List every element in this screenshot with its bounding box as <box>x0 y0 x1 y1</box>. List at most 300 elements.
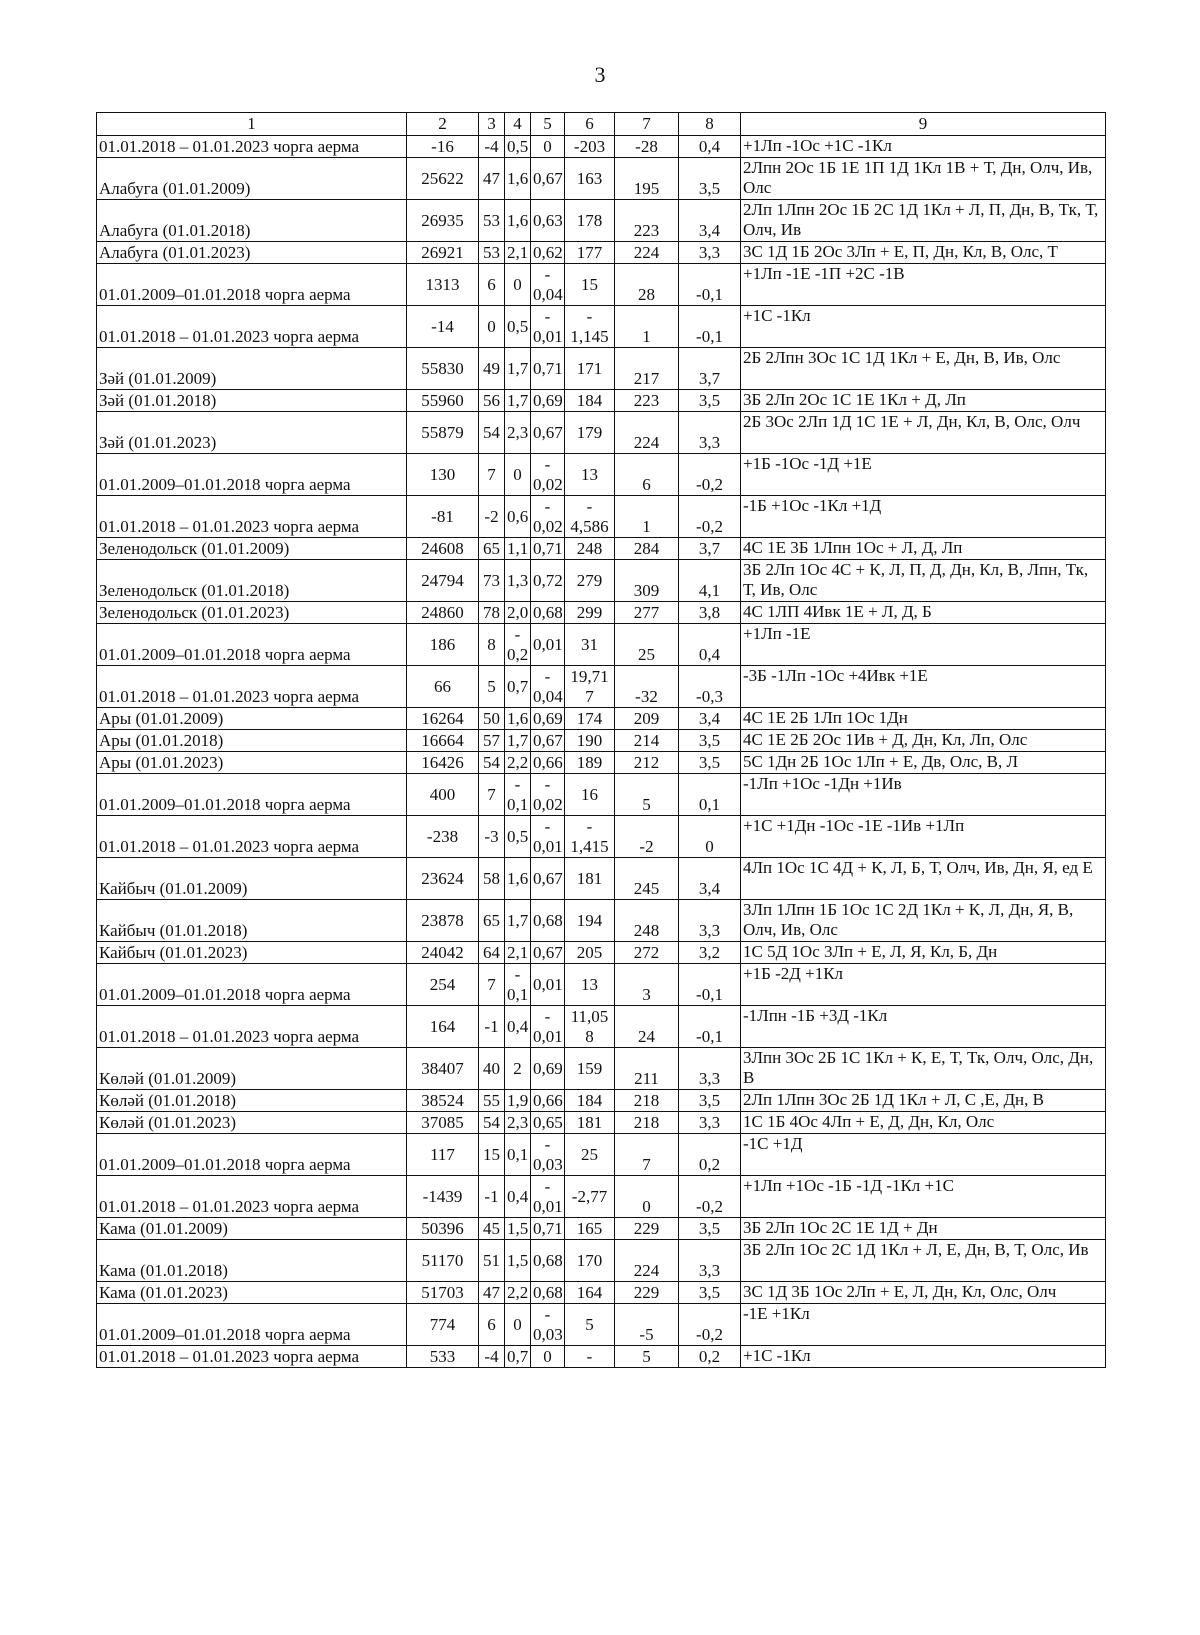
composition-cell: 4С 1Е 2Б 2Ос 1Ив + Д, Дн, Кл, Лп, Олс <box>741 730 1106 752</box>
value-cell: -0,2 <box>679 1304 741 1346</box>
table-row <box>97 624 1106 666</box>
value-cell: 178 <box>565 200 615 242</box>
table-row <box>97 1282 1106 1304</box>
value-cell: 211 <box>615 1048 679 1090</box>
value-cell: 0,5 <box>505 816 531 858</box>
value-cell: 0,71 <box>531 538 565 560</box>
value-cell: 15 <box>565 264 615 306</box>
value-cell: 37085 <box>407 1112 479 1134</box>
value-cell: 0,63 <box>531 200 565 242</box>
value-cell: - 0,03 <box>531 1134 565 1176</box>
value-cell: - 1,145 <box>565 306 615 348</box>
value-cell: 24860 <box>407 602 479 624</box>
value-cell: 117 <box>407 1134 479 1176</box>
row-label: Зәй (01.01.2009) <box>97 348 407 390</box>
value-cell: 0 <box>531 1346 565 1368</box>
row-label: 01.01.2009–01.01.2018 чорга аерма <box>97 454 407 496</box>
value-cell: 223 <box>615 390 679 412</box>
value-cell: 159 <box>565 1048 615 1090</box>
value-cell: 25 <box>615 624 679 666</box>
value-cell: 24794 <box>407 560 479 602</box>
value-cell: 54 <box>479 752 505 774</box>
value-cell: 0,5 <box>505 306 531 348</box>
row-label: 01.01.2018 – 01.01.2023 чорга аерма <box>97 496 407 538</box>
row-label: Кайбыч (01.01.2018) <box>97 900 407 942</box>
value-cell: 190 <box>565 730 615 752</box>
value-cell: 16664 <box>407 730 479 752</box>
value-cell: 65 <box>479 900 505 942</box>
row-label: 01.01.2018 – 01.01.2023 чорга аерма <box>97 1176 407 1218</box>
value-cell: - 0,01 <box>531 1176 565 1218</box>
header-cell: 6 <box>565 113 615 136</box>
table-header-row <box>97 113 1106 136</box>
value-cell: 1,9 <box>505 1090 531 1112</box>
table-row <box>97 602 1106 624</box>
table-row <box>97 708 1106 730</box>
value-cell: 50 <box>479 708 505 730</box>
row-label: Көләй (01.01.2018) <box>97 1090 407 1112</box>
value-cell: 53 <box>479 242 505 264</box>
value-cell: 277 <box>615 602 679 624</box>
value-cell: 13 <box>565 964 615 1006</box>
table-row <box>97 942 1106 964</box>
value-cell: - <box>565 1346 615 1368</box>
header-cell: 2 <box>407 113 479 136</box>
value-cell: 0,62 <box>531 242 565 264</box>
value-cell: 130 <box>407 454 479 496</box>
value-cell: -0,3 <box>679 666 741 708</box>
value-cell: 248 <box>615 900 679 942</box>
composition-cell: +1С +1Дн -1Ос -1Е -1Ив +1Лп <box>741 816 1106 858</box>
table-row <box>97 666 1106 708</box>
value-cell: - 0,04 <box>531 264 565 306</box>
value-cell: 55960 <box>407 390 479 412</box>
value-cell: 28 <box>615 264 679 306</box>
value-cell: 0,69 <box>531 708 565 730</box>
row-label: Ары (01.01.2023) <box>97 752 407 774</box>
row-label: Көләй (01.01.2009) <box>97 1048 407 1090</box>
composition-cell: 2Б 3Ос 2Лп 1Д 1С 1Е + Л, Дн, Кл, В, Олс, Олч <box>741 412 1106 454</box>
value-cell: 0,67 <box>531 858 565 900</box>
value-cell: 3,5 <box>679 730 741 752</box>
value-cell: - 0,04 <box>531 666 565 708</box>
value-cell: 3,2 <box>679 942 741 964</box>
value-cell: 26921 <box>407 242 479 264</box>
value-cell: 0,65 <box>531 1112 565 1134</box>
value-cell: 309 <box>615 560 679 602</box>
composition-cell: 2Лп 1Лпн 3Ос 2Б 1Д 1Кл + Л, С ,Е, Дн, В <box>741 1090 1106 1112</box>
table-row <box>97 774 1106 816</box>
value-cell: 400 <box>407 774 479 816</box>
value-cell: 0,67 <box>531 942 565 964</box>
value-cell: 3,3 <box>679 412 741 454</box>
value-cell: 57 <box>479 730 505 752</box>
value-cell: 533 <box>407 1346 479 1368</box>
value-cell: 16426 <box>407 752 479 774</box>
value-cell: 0,4 <box>679 136 741 158</box>
row-label: 01.01.2009–01.01.2018 чорга аерма <box>97 264 407 306</box>
value-cell: 65 <box>479 538 505 560</box>
row-label: Көләй (01.01.2023) <box>97 1112 407 1134</box>
value-cell: 218 <box>615 1112 679 1134</box>
value-cell: 45 <box>479 1218 505 1240</box>
value-cell: 0,2 <box>679 1346 741 1368</box>
value-cell: 1,6 <box>505 708 531 730</box>
composition-cell: 1С 1Б 4Ос 4Лп + Е, Д, Дн, Кл, Олс <box>741 1112 1106 1134</box>
value-cell: 0,1 <box>505 1134 531 1176</box>
value-cell: 248 <box>565 538 615 560</box>
composition-cell: 3Лп 1Лпн 1Б 1Ос 1С 2Д 1Кл + К, Л, Дн, Я, В, Олч, Ив, Олс <box>741 900 1106 942</box>
value-cell: -0,2 <box>679 496 741 538</box>
value-cell: - 0,01 <box>531 816 565 858</box>
value-cell: - 0,03 <box>531 1304 565 1346</box>
value-cell: 164 <box>407 1006 479 1048</box>
value-cell: 184 <box>565 390 615 412</box>
value-cell: 214 <box>615 730 679 752</box>
value-cell: -1 <box>479 1176 505 1218</box>
table-row <box>97 1240 1106 1282</box>
value-cell: -4 <box>479 136 505 158</box>
value-cell: -0,1 <box>679 306 741 348</box>
value-cell: 272 <box>615 942 679 964</box>
value-cell: 0 <box>505 1304 531 1346</box>
forest-data-table <box>96 112 1106 1368</box>
value-cell: 0,4 <box>679 624 741 666</box>
value-cell: 1,3 <box>505 560 531 602</box>
value-cell: 254 <box>407 964 479 1006</box>
table-row <box>97 858 1106 900</box>
row-label: 01.01.2009–01.01.2018 чорга аерма <box>97 1304 407 1346</box>
value-cell: 194 <box>565 900 615 942</box>
value-cell: 0 <box>479 306 505 348</box>
value-cell: 3,5 <box>679 1218 741 1240</box>
value-cell: 0,67 <box>531 412 565 454</box>
value-cell: 3,5 <box>679 1282 741 1304</box>
value-cell: 1,7 <box>505 348 531 390</box>
value-cell: 212 <box>615 752 679 774</box>
value-cell: 164 <box>565 1282 615 1304</box>
value-cell: 3,5 <box>679 752 741 774</box>
value-cell: -16 <box>407 136 479 158</box>
value-cell: 5 <box>615 774 679 816</box>
value-cell: 4,1 <box>679 560 741 602</box>
value-cell: -3 <box>479 816 505 858</box>
value-cell: 6 <box>479 1304 505 1346</box>
value-cell: 171 <box>565 348 615 390</box>
value-cell: 7 <box>479 964 505 1006</box>
row-label: 01.01.2018 – 01.01.2023 чорга аерма <box>97 666 407 708</box>
value-cell: 66 <box>407 666 479 708</box>
value-cell: 1,6 <box>505 858 531 900</box>
composition-cell: 3Б 2Лп 1Ос 2С 1Е 1Д + Дн <box>741 1218 1106 1240</box>
table-row <box>97 136 1106 158</box>
value-cell: 0 <box>679 816 741 858</box>
table-row <box>97 306 1106 348</box>
row-label: Алабуга (01.01.2009) <box>97 158 407 200</box>
value-cell: 0,68 <box>531 602 565 624</box>
value-cell: 25 <box>565 1134 615 1176</box>
row-label: Алабуга (01.01.2018) <box>97 200 407 242</box>
value-cell: 279 <box>565 560 615 602</box>
composition-cell: 2Лп 1Лпн 2Ос 1Б 2С 1Д 1Кл + Л, П, Дн, В, Тк, Т, Олч, Ив <box>741 200 1106 242</box>
composition-cell: 4С 1Е 2Б 1Лп 1Ос 1Дн <box>741 708 1106 730</box>
value-cell: 47 <box>479 158 505 200</box>
value-cell: 50396 <box>407 1218 479 1240</box>
value-cell: 23624 <box>407 858 479 900</box>
table-row <box>97 730 1106 752</box>
value-cell: 223 <box>615 200 679 242</box>
value-cell: 218 <box>615 1090 679 1112</box>
value-cell: 51170 <box>407 1240 479 1282</box>
value-cell: 0,69 <box>531 390 565 412</box>
composition-cell: 5С 1Дн 2Б 1Ос 1Лп + Е, Дв, Олс, В, Л <box>741 752 1106 774</box>
table-row <box>97 1006 1106 1048</box>
row-label: 01.01.2009–01.01.2018 чорга аерма <box>97 774 407 816</box>
value-cell: 3,3 <box>679 1048 741 1090</box>
value-cell: 5 <box>565 1304 615 1346</box>
value-cell: 209 <box>615 708 679 730</box>
value-cell: 7 <box>479 454 505 496</box>
value-cell: 55879 <box>407 412 479 454</box>
value-cell: - 0,1 <box>505 964 531 1006</box>
value-cell: 181 <box>565 1112 615 1134</box>
composition-cell: +1Б -2Д +1Кл <box>741 964 1106 1006</box>
value-cell: 54 <box>479 1112 505 1134</box>
row-label: 01.01.2018 – 01.01.2023 чорга аерма <box>97 1346 407 1368</box>
table-row <box>97 1176 1106 1218</box>
value-cell: 1313 <box>407 264 479 306</box>
value-cell: 205 <box>565 942 615 964</box>
value-cell: 3,7 <box>679 538 741 560</box>
table-body <box>97 136 1106 1368</box>
value-cell: 0,69 <box>531 1048 565 1090</box>
row-label: Ары (01.01.2018) <box>97 730 407 752</box>
value-cell: 181 <box>565 858 615 900</box>
composition-cell: 3Б 2Лп 1Ос 4С + К, Л, П, Д, Дн, Кл, В, Лпн, Тк, Т, Ив, Олс <box>741 560 1106 602</box>
composition-cell: +1Лп -1Е -1П +2С -1В <box>741 264 1106 306</box>
value-cell: 3,5 <box>679 390 741 412</box>
value-cell: 24042 <box>407 942 479 964</box>
value-cell: -14 <box>407 306 479 348</box>
header-cell: 1 <box>97 113 407 136</box>
header-cell: 8 <box>679 113 741 136</box>
table-row <box>97 560 1106 602</box>
composition-cell: +1С -1Кл <box>741 1346 1106 1368</box>
composition-cell: +1Лп -1Ос +1С -1Кл <box>741 136 1106 158</box>
row-label: 01.01.2009–01.01.2018 чорга аерма <box>97 1134 407 1176</box>
value-cell: 0,01 <box>531 624 565 666</box>
value-cell: 774 <box>407 1304 479 1346</box>
value-cell: 16264 <box>407 708 479 730</box>
value-cell: 3,8 <box>679 602 741 624</box>
value-cell: 0,5 <box>505 136 531 158</box>
value-cell: 49 <box>479 348 505 390</box>
table-row <box>97 964 1106 1006</box>
value-cell: 16 <box>565 774 615 816</box>
table-row <box>97 200 1106 242</box>
value-cell: 2,3 <box>505 1112 531 1134</box>
header-cell: 3 <box>479 113 505 136</box>
value-cell: 1,1 <box>505 538 531 560</box>
composition-cell: 3Б 2Лп 1Ос 2С 1Д 1Кл + Л, Е, Дн, В, Т, Олс, Ив <box>741 1240 1106 1282</box>
table-row <box>97 1112 1106 1134</box>
row-label: 01.01.2018 – 01.01.2023 чорга аерма <box>97 816 407 858</box>
value-cell: 15 <box>479 1134 505 1176</box>
value-cell: - 1,415 <box>565 816 615 858</box>
value-cell: -0,2 <box>679 454 741 496</box>
table-row <box>97 1218 1106 1240</box>
value-cell: 284 <box>615 538 679 560</box>
value-cell: 2,2 <box>505 1282 531 1304</box>
composition-cell: -1Е +1Кл <box>741 1304 1106 1346</box>
composition-cell: 2Б 2Лпн 3Ос 1С 1Д 1Кл + Е, Дн, В, Ив, Олс <box>741 348 1106 390</box>
value-cell: 26935 <box>407 200 479 242</box>
table-row <box>97 1048 1106 1090</box>
value-cell: 24 <box>615 1006 679 1048</box>
value-cell: 3,3 <box>679 1240 741 1282</box>
composition-cell: +1Лп +1Ос -1Б -1Д -1Кл +1С <box>741 1176 1106 1218</box>
value-cell: 5 <box>479 666 505 708</box>
value-cell: 3,4 <box>679 708 741 730</box>
composition-cell: -3Б -1Лп -1Ос +4Ивк +1Е <box>741 666 1106 708</box>
header-cell: 5 <box>531 113 565 136</box>
value-cell: -0,1 <box>679 964 741 1006</box>
header-cell: 7 <box>615 113 679 136</box>
value-cell: 224 <box>615 1240 679 1282</box>
value-cell: 3,5 <box>679 158 741 200</box>
value-cell: 0,68 <box>531 900 565 942</box>
value-cell: 7 <box>615 1134 679 1176</box>
value-cell: 3,7 <box>679 348 741 390</box>
value-cell: 0,68 <box>531 1240 565 1282</box>
composition-cell: -1Лп +1Ос -1Дн +1Ив <box>741 774 1106 816</box>
row-label: 01.01.2009–01.01.2018 чорга аерма <box>97 624 407 666</box>
value-cell: - 0,2 <box>505 624 531 666</box>
value-cell: 224 <box>615 412 679 454</box>
table-row <box>97 900 1106 942</box>
composition-cell: 1С 5Д 1Ос 3Лп + Е, Л, Я, Кл, Б, Дн <box>741 942 1106 964</box>
value-cell: 229 <box>615 1218 679 1240</box>
composition-cell: 3Б 2Лп 2Ос 1С 1Е 1Кл + Д, Лп <box>741 390 1106 412</box>
value-cell: 38524 <box>407 1090 479 1112</box>
value-cell: 0,71 <box>531 1218 565 1240</box>
value-cell: 2,0 <box>505 602 531 624</box>
value-cell: 5 <box>615 1346 679 1368</box>
value-cell: 13 <box>565 454 615 496</box>
value-cell: 3,3 <box>679 1112 741 1134</box>
value-cell: 0,72 <box>531 560 565 602</box>
value-cell: -5 <box>615 1304 679 1346</box>
composition-cell: 4С 1Е 3Б 1Лпн 1Ос + Л, Д, Лп <box>741 538 1106 560</box>
row-label: Зеленодольск (01.01.2009) <box>97 538 407 560</box>
value-cell: -28 <box>615 136 679 158</box>
table-row <box>97 816 1106 858</box>
value-cell: 0 <box>615 1176 679 1218</box>
value-cell: 3,4 <box>679 200 741 242</box>
value-cell: 170 <box>565 1240 615 1282</box>
value-cell: 0,67 <box>531 158 565 200</box>
row-label: Зәй (01.01.2018) <box>97 390 407 412</box>
value-cell: 56 <box>479 390 505 412</box>
value-cell: -1 <box>479 1006 505 1048</box>
row-label: Ары (01.01.2009) <box>97 708 407 730</box>
value-cell: 0,4 <box>505 1006 531 1048</box>
value-cell: 163 <box>565 158 615 200</box>
value-cell: 1,6 <box>505 200 531 242</box>
composition-cell: +1Лп -1Е <box>741 624 1106 666</box>
row-label: 01.01.2018 – 01.01.2023 чорга аерма <box>97 306 407 348</box>
value-cell: 47 <box>479 1282 505 1304</box>
value-cell: 0,01 <box>531 964 565 1006</box>
value-cell: 55 <box>479 1090 505 1112</box>
composition-cell: 3С 1Д 3Б 1Ос 2Лп + Е, Л, Дн, Кл, Олс, Олч <box>741 1282 1106 1304</box>
value-cell: 0,67 <box>531 730 565 752</box>
row-label: 01.01.2009–01.01.2018 чорга аерма <box>97 964 407 1006</box>
value-cell: -0,1 <box>679 264 741 306</box>
value-cell: - 4,586 <box>565 496 615 538</box>
value-cell: 3 <box>615 964 679 1006</box>
table-row <box>97 412 1106 454</box>
value-cell: 179 <box>565 412 615 454</box>
value-cell: 6 <box>479 264 505 306</box>
value-cell: 38407 <box>407 1048 479 1090</box>
value-cell: 0,71 <box>531 348 565 390</box>
value-cell: -2 <box>479 496 505 538</box>
value-cell: 6 <box>615 454 679 496</box>
value-cell: 0,1 <box>679 774 741 816</box>
value-cell: 19,71 7 <box>565 666 615 708</box>
value-cell: 40 <box>479 1048 505 1090</box>
value-cell: 1,7 <box>505 730 531 752</box>
value-cell: 25622 <box>407 158 479 200</box>
value-cell: 224 <box>615 242 679 264</box>
value-cell: 299 <box>565 602 615 624</box>
table-row <box>97 752 1106 774</box>
value-cell: 0,4 <box>505 1176 531 1218</box>
value-cell: -0,2 <box>679 1176 741 1218</box>
header-cell: 4 <box>505 113 531 136</box>
value-cell: -4 <box>479 1346 505 1368</box>
value-cell: -1439 <box>407 1176 479 1218</box>
row-label: Зеленодольск (01.01.2018) <box>97 560 407 602</box>
value-cell: 51 <box>479 1240 505 1282</box>
row-label: 01.01.2018 – 01.01.2023 чорга аерма <box>97 1006 407 1048</box>
row-label: Зеленодольск (01.01.2023) <box>97 602 407 624</box>
value-cell: 0,66 <box>531 752 565 774</box>
value-cell: 24608 <box>407 538 479 560</box>
value-cell: 78 <box>479 602 505 624</box>
value-cell: - 0,01 <box>531 1006 565 1048</box>
value-cell: 0 <box>505 454 531 496</box>
value-cell: 53 <box>479 200 505 242</box>
value-cell: 2,1 <box>505 242 531 264</box>
value-cell: 245 <box>615 858 679 900</box>
row-label: Алабуга (01.01.2023) <box>97 242 407 264</box>
row-label: Кайбыч (01.01.2009) <box>97 858 407 900</box>
row-label: 01.01.2018 – 01.01.2023 чорга аерма <box>97 136 407 158</box>
table-row <box>97 496 1106 538</box>
value-cell: 0 <box>531 136 565 158</box>
value-cell: -32 <box>615 666 679 708</box>
value-cell: 73 <box>479 560 505 602</box>
value-cell: - 0,1 <box>505 774 531 816</box>
value-cell: 0,6 <box>505 496 531 538</box>
composition-cell: 4С 1ЛП 4Ивк 1Е + Л, Д, Б <box>741 602 1106 624</box>
value-cell: 2,3 <box>505 412 531 454</box>
value-cell: - 0,01 <box>531 306 565 348</box>
value-cell: 1,7 <box>505 900 531 942</box>
value-cell: 1,5 <box>505 1218 531 1240</box>
